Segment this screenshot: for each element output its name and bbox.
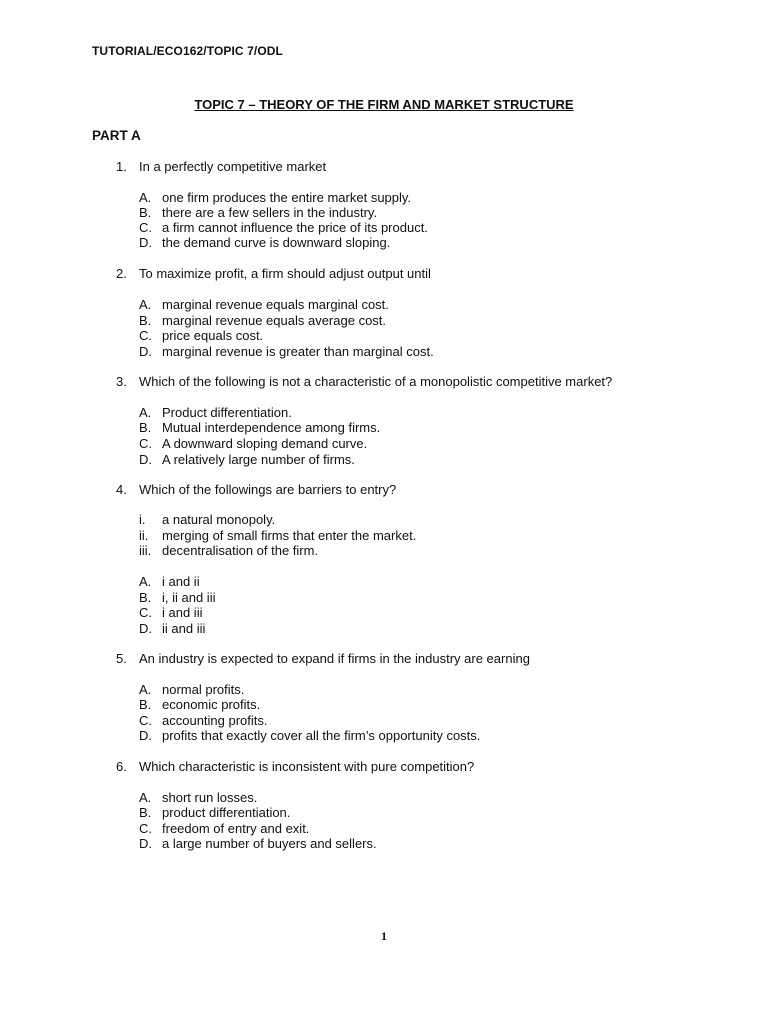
statement-iii: [139, 543, 318, 558]
option-b: [139, 590, 215, 605]
option-label: C.: [139, 605, 152, 620]
question-text: To maximize profit, a firm should adjust output until: [139, 266, 431, 281]
question-stem: [116, 266, 431, 281]
option-label: C.: [139, 821, 152, 836]
option-label: D.: [139, 728, 152, 743]
option-text: Mutual interdependence among firms.: [162, 420, 381, 435]
option-label: C.: [139, 436, 152, 451]
option-label: B.: [139, 805, 152, 820]
statement-label: i.: [139, 512, 146, 527]
option-b: [139, 205, 377, 220]
statement-text: merging of small firms that enter the market.: [162, 528, 417, 543]
question-number: 4.: [116, 482, 127, 497]
statement-label: iii.: [139, 543, 152, 558]
option-label: A.: [139, 190, 152, 205]
option-text: normal profits.: [162, 682, 245, 697]
option-a: [139, 790, 257, 805]
option-a: [139, 405, 292, 420]
option-text: economic profits.: [162, 697, 261, 712]
option-label: B.: [139, 420, 152, 435]
option-text: short run losses.: [162, 790, 258, 805]
option-b: [139, 420, 380, 435]
option-a: [139, 297, 389, 312]
option-a: [139, 574, 200, 589]
option-label: B.: [139, 590, 152, 605]
option-text: A relatively large number of firms.: [162, 452, 355, 467]
option-label: B.: [139, 205, 152, 220]
statement-text: decentralisation of the firm.: [162, 543, 319, 558]
option-text: a large number of buyers and sellers.: [162, 836, 377, 851]
question-number: 3.: [116, 374, 127, 389]
option-label: D.: [139, 836, 152, 851]
option-c: [139, 605, 202, 620]
option-text: A downward sloping demand curve.: [162, 436, 368, 451]
option-label: C.: [139, 713, 152, 728]
option-label: A.: [139, 405, 152, 420]
option-text: marginal revenue is greater than marginal cost.: [162, 344, 434, 359]
option-text: i and ii: [162, 574, 200, 589]
option-text: price equals cost.: [162, 328, 264, 343]
option-label: C.: [139, 328, 152, 343]
option-label: B.: [139, 313, 152, 328]
statement-i: [139, 512, 275, 527]
option-text: ii and iii: [162, 621, 206, 636]
option-label: A.: [139, 682, 152, 697]
option-text: marginal revenue equals average cost.: [162, 313, 387, 328]
option-c: [139, 220, 428, 235]
option-text: profits that exactly cover all the firm’s opportunity costs.: [162, 728, 481, 743]
option-d: [139, 621, 205, 636]
page-number: 1: [381, 929, 387, 943]
option-text: accounting profits.: [162, 713, 268, 728]
option-text: product differentiation.: [162, 805, 291, 820]
question-text: Which of the followings are barriers to entry?: [139, 482, 397, 497]
document-header: TUTORIAL/ECO162/TOPIC 7/ODL: [92, 44, 283, 58]
statement-label: ii.: [139, 528, 149, 543]
question-text: Which characteristic is inconsistent with pure competition?: [139, 759, 475, 774]
option-d: [139, 452, 355, 467]
option-text: i, ii and iii: [162, 590, 216, 605]
option-label: A.: [139, 790, 152, 805]
option-c: [139, 436, 367, 451]
option-label: D.: [139, 452, 152, 467]
question-text: An industry is expected to expand if firms in the industry are earning: [139, 651, 530, 666]
question-number: 5.: [116, 651, 127, 666]
option-text: a firm cannot influence the price of its product.: [162, 220, 428, 235]
question-stem: [116, 374, 612, 389]
option-label: B.: [139, 697, 152, 712]
option-text: there are a few sellers in the industry.: [162, 205, 378, 220]
section-heading: PART A: [92, 128, 141, 143]
question-stem: [116, 159, 326, 174]
option-d: [139, 836, 377, 851]
statement-text: a natural monopoly.: [162, 512, 276, 527]
question-text: Which of the following is not a characteristic of a monopolistic competitive market?: [139, 374, 613, 389]
option-label: D.: [139, 344, 152, 359]
option-text: the demand curve is downward sloping.: [162, 235, 391, 250]
option-label: D.: [139, 235, 152, 250]
option-label: A.: [139, 574, 152, 589]
question-stem: [116, 482, 396, 497]
question-number: 2.: [116, 266, 127, 281]
option-d: [139, 344, 434, 359]
option-text: marginal revenue equals marginal cost.: [162, 297, 389, 312]
option-c: [139, 328, 263, 343]
question-stem: [116, 759, 474, 774]
option-b: [139, 805, 290, 820]
option-text: Product differentiation.: [162, 405, 292, 420]
option-b: [139, 697, 260, 712]
question-stem: [116, 651, 530, 666]
option-text: freedom of entry and exit.: [162, 821, 310, 836]
page-title: TOPIC 7 – THEORY OF THE FIRM AND MARKET STRUCTURE: [194, 97, 574, 112]
option-c: [139, 713, 268, 728]
question-text: In a perfectly competitive market: [139, 159, 327, 174]
option-d: [139, 235, 390, 250]
question-number: 6.: [116, 759, 127, 774]
statement-ii: [139, 528, 416, 543]
option-text: one firm produces the entire market supply.: [162, 190, 412, 205]
question-number: 1.: [116, 159, 127, 174]
option-b: [139, 313, 386, 328]
option-text: i and iii: [162, 605, 203, 620]
option-c: [139, 821, 309, 836]
option-label: C.: [139, 220, 152, 235]
option-d: [139, 728, 480, 743]
option-label: A.: [139, 297, 152, 312]
option-label: D.: [139, 621, 152, 636]
option-a: [139, 682, 244, 697]
option-a: [139, 190, 411, 205]
